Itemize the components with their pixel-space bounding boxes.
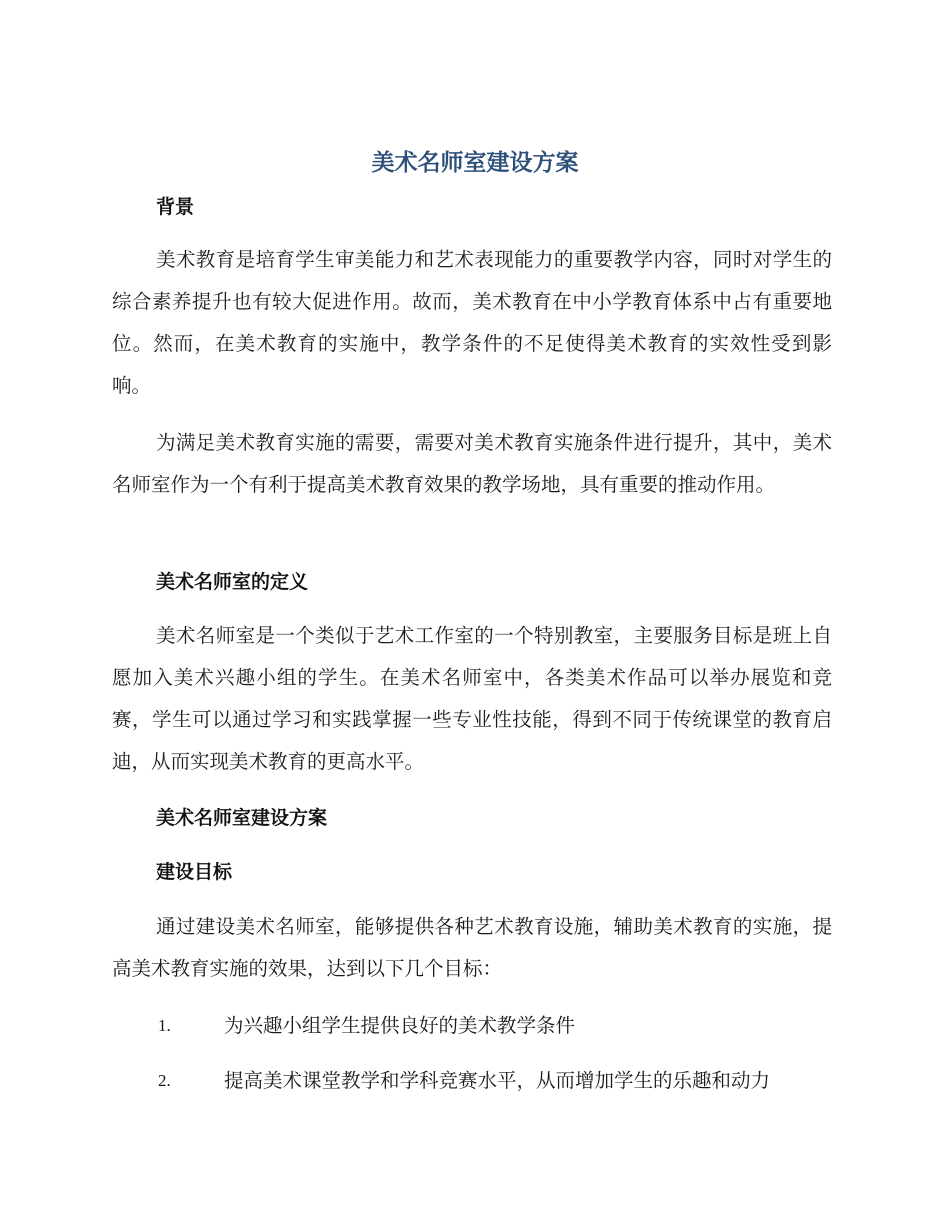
list-item-number: 2.	[158, 1071, 171, 1090]
paragraph-goals-intro: 通过建设美术名师室，能够提供各种艺术教育设施，辅助美术教育的实施，提高美术教育实施的效果，达到以下几个目标：	[112, 915, 832, 980]
paragraph-background-2: 为满足美术教育实施的需要，需要对美术教育实施条件进行提升，其中，美术名师室作为一个有利于提高美术教育效果的教学场地，具有重要的推动作用。	[112, 431, 832, 496]
list-item-number: 1.	[158, 1016, 171, 1035]
section-heading-background: 背景	[156, 196, 195, 218]
paragraph-definition: 美术名师室是一个类似于艺术工作室的一个特别教室，主要服务目标是班上自愿加入美术兴趣小组的学生。在美术名师室中，各类美术作品可以举办展览和竞赛，学生可以通过学习和实践掌握一些专业性技能，得到不同于传统课堂的教育启迪，从而实现美术教育的更高水平。	[112, 624, 832, 773]
document-title: 美术名师室建设方案	[371, 150, 579, 176]
list-item-text: 为兴趣小组学生提供良好的美术教学条件	[224, 1014, 576, 1037]
list-item-text: 提高美术课堂教学和学科竞赛水平，从而增加学生的乐趣和动力	[224, 1069, 771, 1092]
section-heading-plan: 美术名师室建设方案	[156, 807, 328, 829]
section-heading-goals: 建设目标	[156, 861, 233, 883]
section-heading-definition: 美术名师室的定义	[156, 571, 309, 593]
paragraph-background-1: 美术教育是培育学生审美能力和艺术表现能力的重要教学内容，同时对学生的综合素养提升也有较大促进作用。故而，美术教育在中小学教育体系中占有重要地位。然而，在美术教育的实施中，教学条件的不足使得美术教育的实效性受到影响。	[112, 248, 832, 397]
